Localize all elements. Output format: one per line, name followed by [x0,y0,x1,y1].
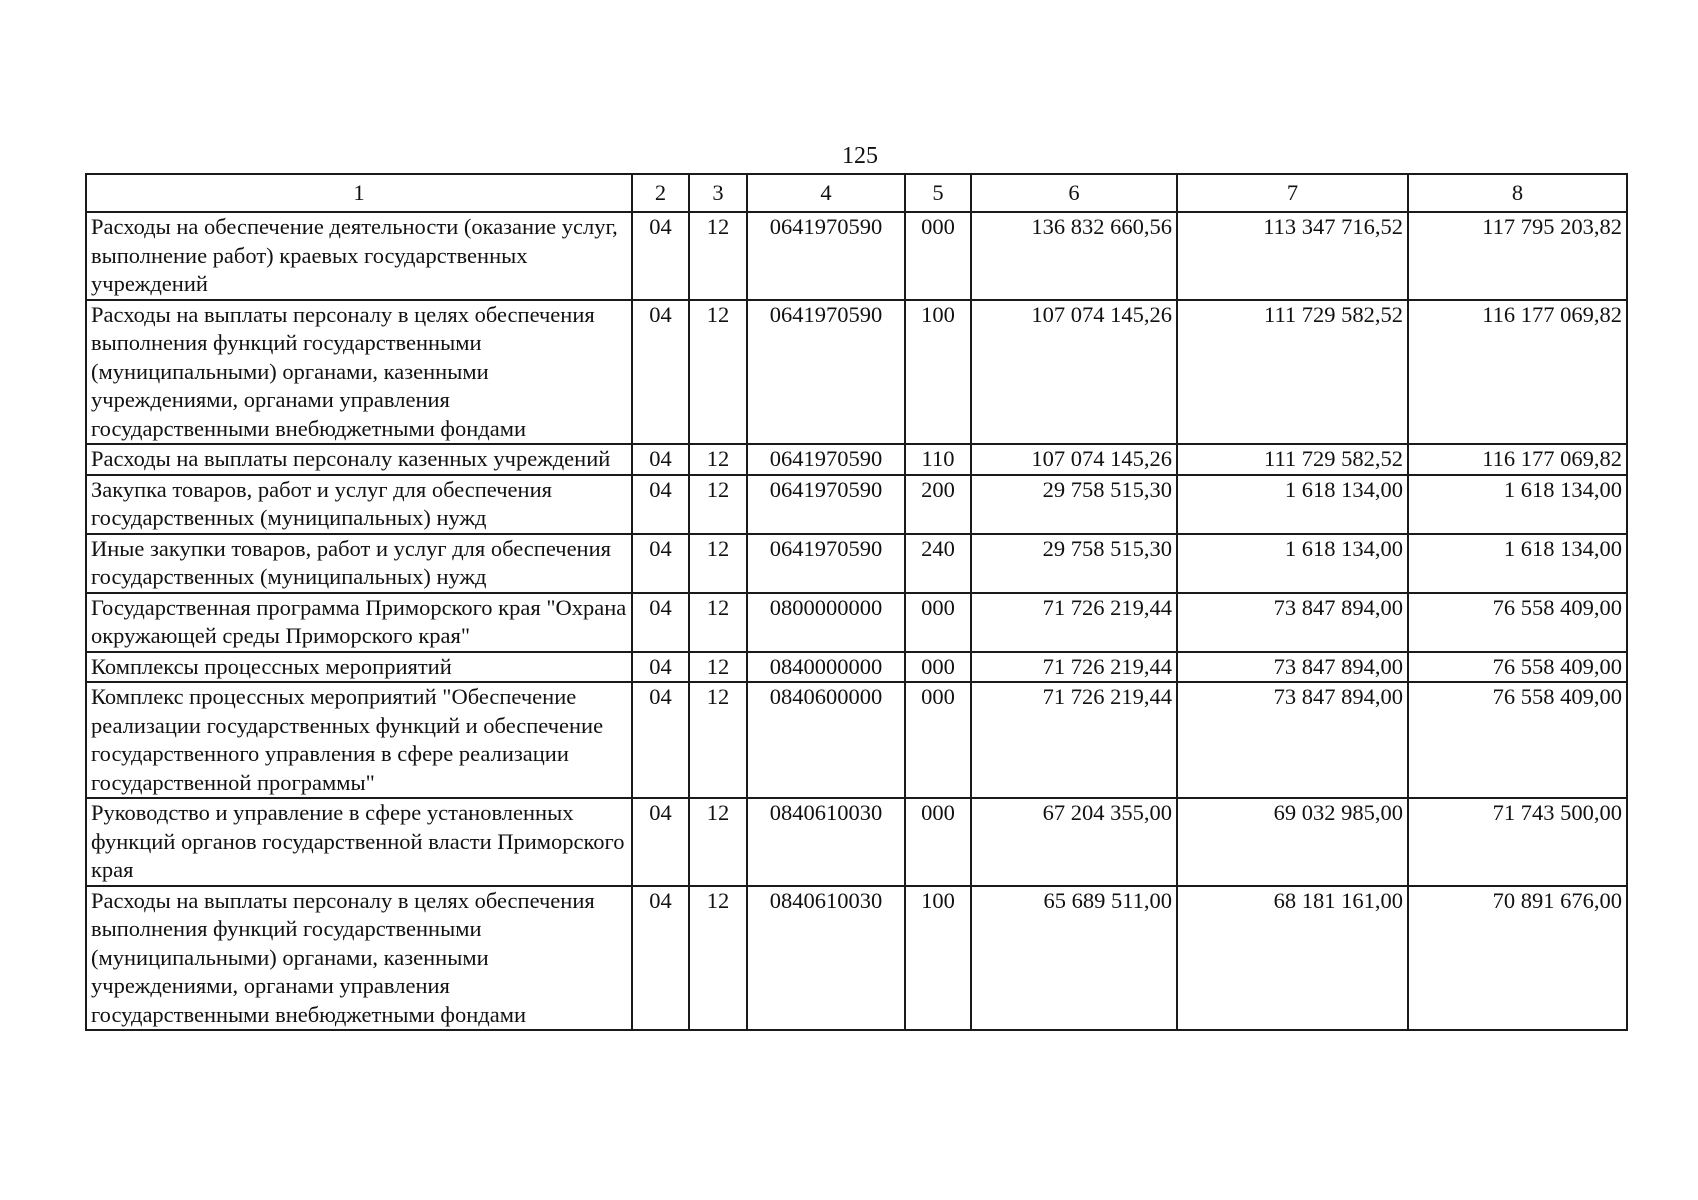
amount-col8-cell: 1 618 134,00 [1408,475,1627,534]
subsection-code-cell: 12 [689,300,747,445]
expense-type-cell: 100 [905,300,971,445]
column-header-5: 5 [905,174,971,212]
expense-type-cell: 000 [905,652,971,683]
subsection-code-cell: 12 [689,652,747,683]
section-code-cell: 04 [632,444,689,475]
amount-col7-cell: 1 618 134,00 [1177,534,1408,593]
row-name-cell: Иные закупки товаров, работ и услуг для обеспечения государственных (муниципальных) нужд [86,534,632,593]
amount-col8-cell: 116 177 069,82 [1408,300,1627,445]
amount-col7-cell: 113 347 716,52 [1177,212,1408,300]
target-article-cell: 0840610030 [747,798,905,886]
subsection-code-cell: 12 [689,212,747,300]
amount-col8-cell: 76 558 409,00 [1408,593,1627,652]
table-row [86,475,1627,534]
section-code-cell: 04 [632,300,689,445]
amount-col6-cell: 107 074 145,26 [971,444,1177,475]
table-row [86,300,1627,445]
row-name-cell: Руководство и управление в сфере установленных функций органов государственной власти Приморского края [86,798,632,886]
row-name-cell: Комплекс процессных мероприятий "Обеспечение реализации государственных функций и обеспечение государственного управления в сфере реализации государственной программы" [86,682,632,798]
target-article-cell: 0641970590 [747,475,905,534]
amount-col7-cell: 111 729 582,52 [1177,300,1408,445]
subsection-code-cell: 12 [689,682,747,798]
expense-type-cell: 000 [905,682,971,798]
expense-type-cell: 000 [905,212,971,300]
amount-col7-cell: 73 847 894,00 [1177,652,1408,683]
subsection-code-cell: 12 [689,593,747,652]
row-name-cell: Расходы на выплаты персоналу в целях обеспечения выполнения функций государственными (муниципальными) органами, казенными учреждениями, органами управления государственными внебюджетными фондами [86,886,632,1031]
amount-col6-cell: 67 204 355,00 [971,798,1177,886]
target-article-cell: 0641970590 [747,534,905,593]
row-name-cell: Расходы на выплаты персоналу в целях обеспечения выполнения функций государственными (муниципальными) органами, казенными учреждениями, органами управления государственными внебюджетными фондами [86,300,632,445]
section-code-cell: 04 [632,682,689,798]
amount-col8-cell: 117 795 203,82 [1408,212,1627,300]
column-header-7: 7 [1177,174,1408,212]
table-row [86,652,1627,683]
section-code-cell: 04 [632,886,689,1031]
table-row [86,682,1627,798]
target-article-cell: 0641970590 [747,212,905,300]
section-code-cell: 04 [632,534,689,593]
column-header-2: 2 [632,174,689,212]
row-name-cell: Закупка товаров, работ и услуг для обеспечения государственных (муниципальных) нужд [86,475,632,534]
table-row [86,212,1627,300]
section-code-cell: 04 [632,475,689,534]
page-number: 125 [842,143,878,169]
amount-col6-cell: 65 689 511,00 [971,886,1177,1031]
amount-col6-cell: 136 832 660,56 [971,212,1177,300]
amount-col6-cell: 71 726 219,44 [971,593,1177,652]
section-code-cell: 04 [632,212,689,300]
subsection-code-cell: 12 [689,475,747,534]
expense-type-cell: 110 [905,444,971,475]
amount-col7-cell: 73 847 894,00 [1177,682,1408,798]
expense-type-cell: 000 [905,798,971,886]
table-row [86,534,1627,593]
target-article-cell: 0800000000 [747,593,905,652]
section-code-cell: 04 [632,652,689,683]
column-header-6: 6 [971,174,1177,212]
amount-col7-cell: 73 847 894,00 [1177,593,1408,652]
amount-col8-cell: 76 558 409,00 [1408,682,1627,798]
amount-col7-cell: 111 729 582,52 [1177,444,1408,475]
row-name-cell: Государственная программа Приморского края "Охрана окружающей среды Приморского края" [86,593,632,652]
amount-col8-cell: 1 618 134,00 [1408,534,1627,593]
table-header-row [86,174,1627,212]
target-article-cell: 0840600000 [747,682,905,798]
amount-col7-cell: 68 181 161,00 [1177,886,1408,1031]
budget-table [85,173,1628,1031]
table-row [86,798,1627,886]
expense-type-cell: 240 [905,534,971,593]
amount-col8-cell: 116 177 069,82 [1408,444,1627,475]
amount-col7-cell: 69 032 985,00 [1177,798,1408,886]
expense-type-cell: 100 [905,886,971,1031]
column-header-4: 4 [747,174,905,212]
column-header-3: 3 [689,174,747,212]
row-name-cell: Расходы на выплаты персоналу казенных учреждений [86,444,632,475]
amount-col6-cell: 29 758 515,30 [971,534,1177,593]
table-row [86,593,1627,652]
amount-col6-cell: 71 726 219,44 [971,682,1177,798]
subsection-code-cell: 12 [689,798,747,886]
row-name-cell: Расходы на обеспечение деятельности (оказание услуг, выполнение работ) краевых государственных учреждений [86,212,632,300]
target-article-cell: 0840000000 [747,652,905,683]
amount-col6-cell: 71 726 219,44 [971,652,1177,683]
amount-col8-cell: 70 891 676,00 [1408,886,1627,1031]
subsection-code-cell: 12 [689,534,747,593]
amount-col6-cell: 107 074 145,26 [971,300,1177,445]
target-article-cell: 0840610030 [747,886,905,1031]
table-row [86,444,1627,475]
target-article-cell: 0641970590 [747,300,905,445]
expense-type-cell: 200 [905,475,971,534]
amount-col6-cell: 29 758 515,30 [971,475,1177,534]
expense-type-cell: 000 [905,593,971,652]
subsection-code-cell: 12 [689,886,747,1031]
amount-col8-cell: 76 558 409,00 [1408,652,1627,683]
target-article-cell: 0641970590 [747,444,905,475]
section-code-cell: 04 [632,593,689,652]
amount-col7-cell: 1 618 134,00 [1177,475,1408,534]
column-header-8: 8 [1408,174,1627,212]
amount-col8-cell: 71 743 500,00 [1408,798,1627,886]
column-header-1: 1 [86,174,632,212]
section-code-cell: 04 [632,798,689,886]
table-row [86,886,1627,1031]
row-name-cell: Комплексы процессных мероприятий [86,652,632,683]
subsection-code-cell: 12 [689,444,747,475]
